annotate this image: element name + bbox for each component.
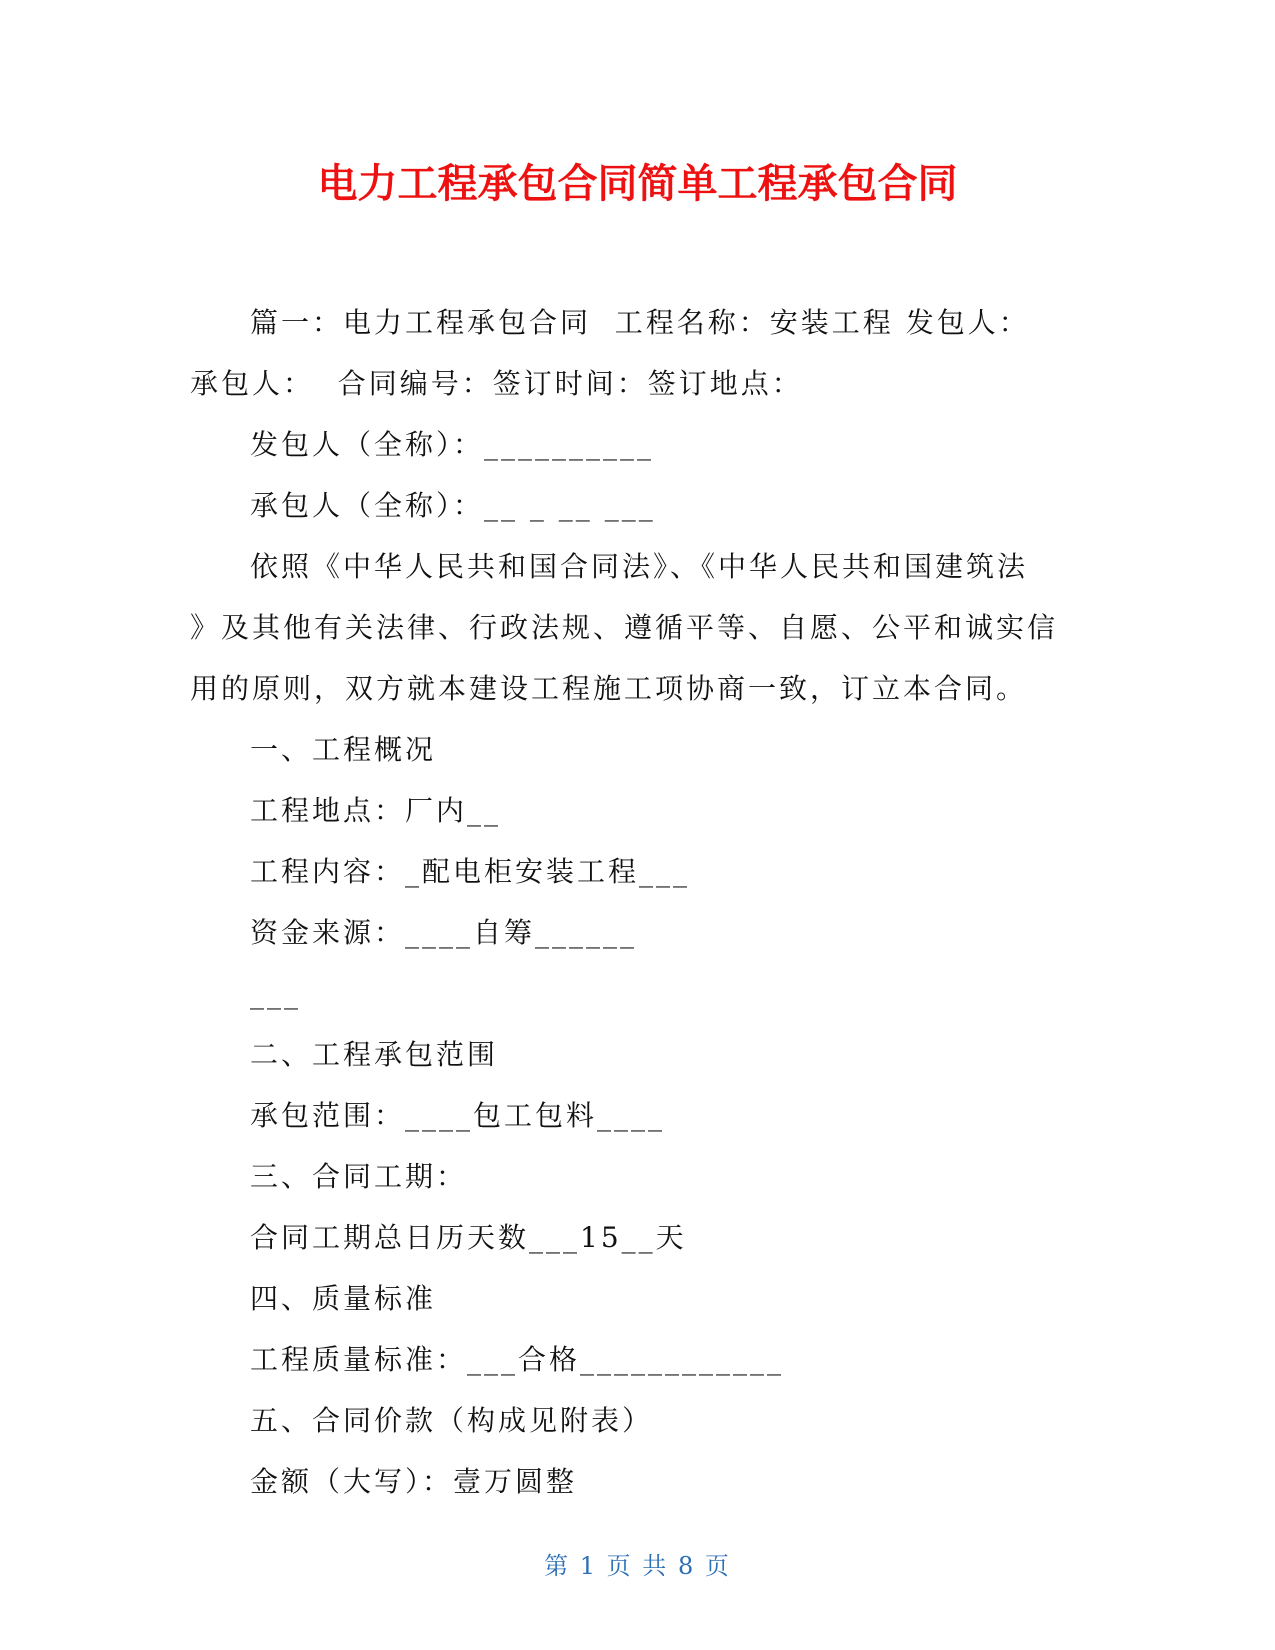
section-heading-5: 五、合同价款（构成见附表） bbox=[250, 1404, 654, 1437]
document-body bbox=[190, 292, 1080, 1512]
document-title: 电力工程承包合同简单工程承包合同 bbox=[317, 161, 958, 207]
page-number-footer: 第 1 页 共 8 页 bbox=[544, 1552, 731, 1580]
body-line-16: 合同工期总日历天数___15__天 bbox=[250, 1221, 687, 1254]
section-heading-3: 三、合同工期： bbox=[250, 1160, 468, 1193]
body-line-6: 》及其他有关法律、行政法规、遵循平等、自愿、公平和诚实信 bbox=[190, 611, 1059, 644]
body-line-7: 用的原则，双方就本建设工程施工项协商一致，订立本合同。 bbox=[190, 672, 1028, 705]
body-line-20: 金额（大写）：壹万圆整 bbox=[250, 1465, 578, 1498]
body-line-4: 承包人（全称）：__ _ __ ___ bbox=[250, 489, 656, 522]
body-line-12: ___ bbox=[250, 977, 301, 1010]
body-line-10: 工程内容：_配电柜安装工程___ bbox=[250, 855, 691, 888]
body-line-9: 工程地点：厂内__ bbox=[250, 794, 502, 827]
body-line-1: 篇一：电力工程承包合同 工程名称：安装工程 发包人： bbox=[250, 306, 1030, 339]
body-line-18: 工程质量标准：___合格____________ bbox=[250, 1343, 785, 1376]
section-heading-4: 四、质量标准 bbox=[250, 1282, 437, 1315]
body-line-3: 发包人（全称）：__________ bbox=[250, 428, 655, 461]
section-heading-1: 一、工程概况 bbox=[250, 733, 437, 766]
body-line-11: 资金来源：____自筹______ bbox=[250, 916, 638, 949]
body-line-2: 承包人： 合同编号：签订时间：签订地点： bbox=[190, 367, 803, 400]
section-heading-2: 二、工程承包范围 bbox=[250, 1038, 499, 1071]
body-line-14: 承包范围：____包工包料____ bbox=[250, 1099, 666, 1132]
body-line-5: 依照《中华人民共和国合同法》、《中华人民共和国建筑法 bbox=[250, 550, 1029, 583]
